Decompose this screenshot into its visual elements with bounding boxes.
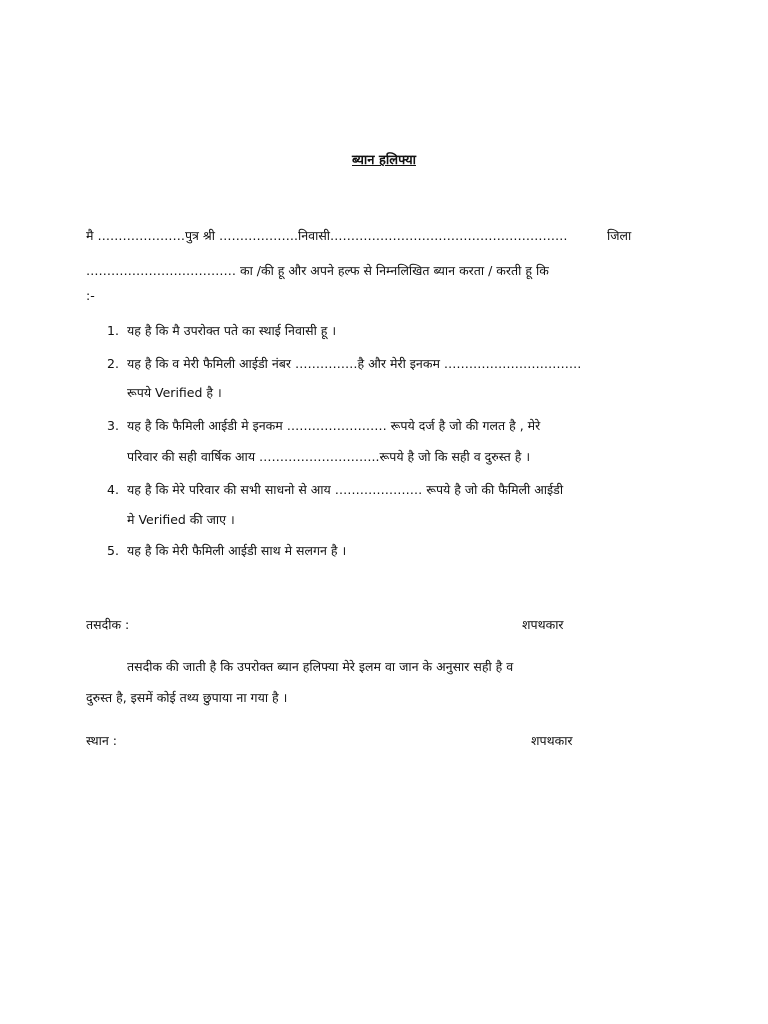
verification-label: तसदीक : <box>86 617 130 632</box>
list-item <box>107 481 563 499</box>
item-text: यह है कि मै उपरोक्त पते का स्थाई निवासी हू । <box>127 323 337 338</box>
item-number: 2. <box>107 356 119 371</box>
verification-text-line-1: तसदीक की जाती है कि उपरोक्त ब्यान हलिफ्या मेरे इलम वा जान के अनुसार सही है व <box>127 659 514 674</box>
item-number: 1. <box>107 323 119 338</box>
item-number: 5. <box>107 543 119 558</box>
list-item <box>107 417 540 435</box>
item-continuation: मे Verified की जाए । <box>127 512 235 527</box>
item-continuation: रूपये Verified है । <box>127 385 222 400</box>
intro-line-1: मै …………………पुत्र श्री ……………….निवासी………………………………………………… <box>86 228 568 243</box>
intro-district-label: जिला <box>607 228 632 243</box>
intro-line-3: :- <box>86 288 95 303</box>
item-number: 4. <box>107 482 119 497</box>
item-text: यह है कि व मेरी फैमिली आईडी नंबर ……………है और मेरी इनकम …………………………… <box>127 356 582 371</box>
item-text: यह है कि मेरी फैमिली आईडी साथ मे सलगन है । <box>127 543 347 558</box>
item-continuation: परिवार की सही वार्षिक आय ………………………..रूपये है जो कि सही व दुरुस्त है । <box>127 449 531 464</box>
item-text: यह है कि मेरे परिवार की सभी साधनो से आय ………………… रूपये है जो की फैमिली आईडी <box>127 482 564 497</box>
list-item <box>107 322 336 340</box>
item-text: यह है कि फैमिली आईडी मे इनकम …………………… रूपये दर्ज है जो की गलत है , मेरे <box>127 418 541 433</box>
deponent-label-bottom: शपथकार <box>531 733 573 748</box>
intro-line-2: ……………………………… का /की हू और अपने हल्फ से निम्नलिखित ब्यान करता / करती हू कि <box>86 263 549 278</box>
item-number: 3. <box>107 418 119 433</box>
place-label: स्थान : <box>86 733 117 748</box>
verification-text-line-2: दुरुस्त है, इसमें कोई तथ्य छुपाया ना गया है । <box>86 690 288 705</box>
document-title: ब्यान हलिफ्या <box>352 153 416 168</box>
deponent-label-top: शपथकार <box>522 617 564 632</box>
list-item <box>107 355 581 373</box>
list-item <box>107 542 346 560</box>
